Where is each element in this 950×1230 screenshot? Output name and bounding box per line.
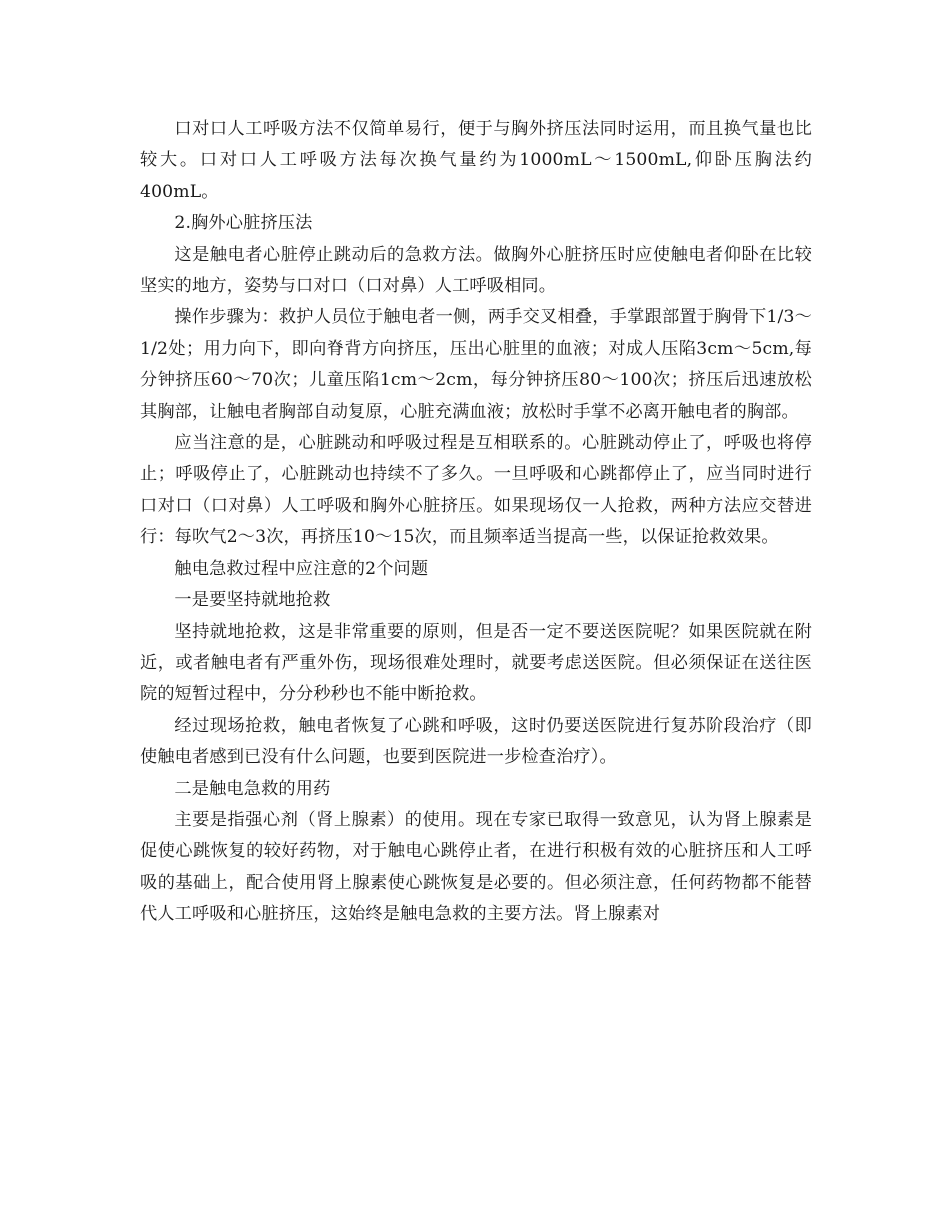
paragraph-rescue-on-site: 坚持就地抢救，这是非常重要的原则，但是否一定不要送医院呢？如果医院就在附近，或者触电者有严重外伤，现场很难处理时，就要考虑送医院。但必须保证在送往医院的短暂过程中，分分秒秒也不能中断抢救。 <box>140 621 812 705</box>
paragraph-medication: 主要是指强心剂（肾上腺素）的使用。现在专家已取得一致意见，认为肾上腺素是促使心跳恢复的较好药物，对于触电心跳停止者，在进行积极有效的心脏挤压和人工呼吸的基础上，配合使用肾上腺素使心跳恢复是必要的。但必须注意，任何药物都不能替代人工呼吸和心脏挤压，这始终是触电急救的主要方法。肾上腺素对 <box>140 809 812 925</box>
heading-rescue-on-site: 一是要坚持就地抢救 <box>174 590 331 611</box>
paragraph-air-exchange: 口对口人工呼吸方法不仅简单易行，便于与胸外挤压法同时运用，而且换气量也比较大。口对口人工呼吸方法每次换气量约为1000mL～1500mL,仰卧压胸法约400mL。 <box>140 119 812 202</box>
paragraph-compression-intro: 这是触电者心脏停止跳动后的急救方法。做胸外心脏挤压时应使触电者仰卧在比较坚实的地方，姿势与口对口（口对鼻）人工呼吸相同。 <box>140 244 812 297</box>
heading-chest-compression: 2.胸外心脏挤压法 <box>174 213 313 234</box>
heading-medication: 二是触电急救的用药 <box>174 778 331 799</box>
paragraph-hospital-followup: 经过现场抢救，触电者恢复了心跳和呼吸，这时仍要送医院进行复苏阶段治疗（即使触电者感到已没有什么问题，也要到医院进一步检查治疗）。 <box>140 715 812 768</box>
heading-two-issues: 触电急救过程中应注意的2个问题 <box>174 558 429 579</box>
paragraph-cautions: 应当注意的是，心脏跳动和呼吸过程是互相联系的。心脏跳动停止了，呼吸也将停止；呼吸停止了，心脏跳动也持续不了多久。一旦呼吸和心跳都停止了，应当同时进行口对口（口对鼻）人工呼吸和胸外心脏挤压。如果现场仅一人抢救，两种方法应交替进行：每吹气2～3次，再挤压10～15次，而且频率适当提高一些，以保证抢救效果。 <box>140 433 812 548</box>
paragraph-operation-steps: 操作步骤为：救护人员位于触电者一侧，两手交叉相叠，手掌跟部置于胸骨下1/3～1/2处；用力向下，即向脊背方向挤压，压出心脏里的血液；对成人压陷3cm～5cm,每分钟挤压60～70次；儿童压陷1cm～2cm，每分钟挤压80～100次；挤压后迅速放松其胸部，让触电者胸部自动复原，心脏充满血液；放松时手掌不必离开触电者的胸部。 <box>140 307 812 422</box>
document-page <box>140 114 812 931</box>
